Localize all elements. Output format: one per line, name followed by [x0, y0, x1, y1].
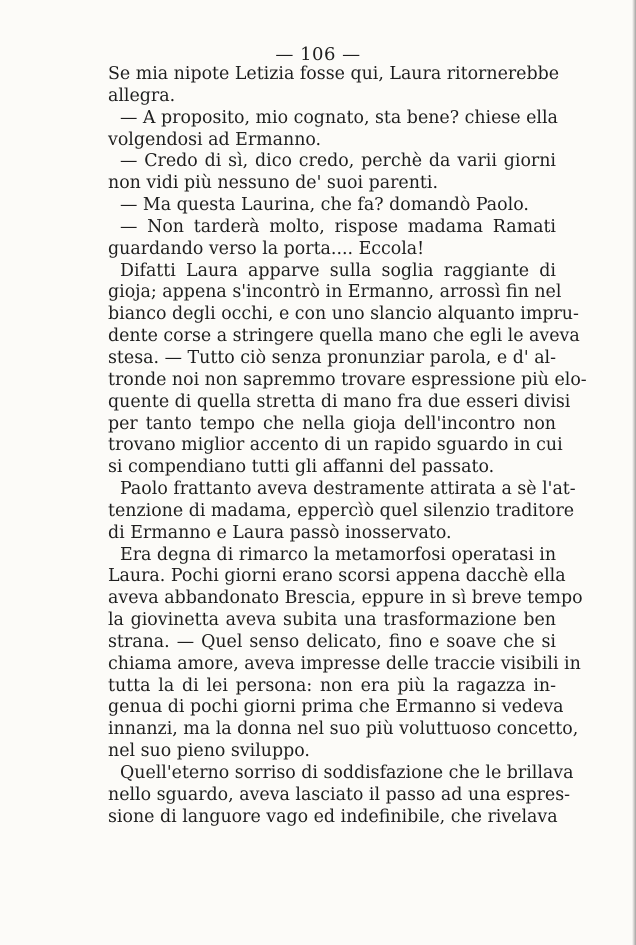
text-line: sione di languore vago ed indefinibile, che rivelava: [108, 806, 558, 827]
text-line: strana. — Quel senso delicato, fino e soave che si: [108, 631, 556, 652]
text-line: stesa. — Tutto ciò senza pronunziar parola, e d' al-: [108, 347, 556, 368]
text-line: Paolo frattanto aveva destramente attirata a sè l'at-: [120, 479, 576, 500]
text-line: si compendiano tutti gli affanni del passato.: [108, 457, 495, 478]
text-line: — A proposito, mio cognato, sta bene? chiese ella: [120, 107, 558, 128]
text-line: nel suo pieno sviluppo.: [108, 741, 310, 762]
text-line: quente di quella stretta di mano fra due esseri divisi: [108, 391, 571, 412]
text-line: di Ermanno e Laura passò inosservato.: [108, 522, 452, 543]
text-line: nello sguardo, aveva lasciato il passo ad una espres-: [108, 784, 571, 805]
text-line: volgendosi ad Ermanno.: [108, 129, 322, 150]
page-number: — 106 —: [275, 44, 361, 65]
text-line: tutta la di lei persona: non era più la ragazza in-: [108, 675, 556, 696]
text-line: — Non tarderà molto, rispose madama Ramati: [120, 216, 556, 237]
text-line: genua di pochi giorni prima che Ermanno si vedeva: [108, 697, 564, 718]
text-line: non vidi più nessuno de' suoi parenti.: [108, 173, 438, 194]
text-line: la giovinetta aveva subita una trasformazione ben: [108, 610, 556, 631]
text-line: aveva abbandonato Brescia, eppure in sì breve tempo: [108, 588, 583, 609]
text-line: trovano miglior accento di un rapido sguardo in cui: [108, 435, 563, 456]
text-line: Laura. Pochi giorni erano scorsi appena dacchè ella: [108, 566, 566, 587]
text-line: tronde noi non sapremmo trovare espressione più elo-: [108, 369, 587, 390]
text-line: Era degna di rimarco la metamorfosi operatasi in: [120, 544, 557, 565]
text-line: allegra.: [108, 85, 176, 106]
text-line: gioja; appena s'incontrò in Ermanno, arrossì fin nel: [108, 282, 562, 303]
text-line: — Credo di sì, dico credo, perchè da varii giorni: [120, 151, 556, 172]
text-line: innanzi, ma la donna nel suo più voluttuoso concetto,: [108, 719, 579, 740]
text-line: dente corse a stringere quella mano che egli le aveva: [108, 326, 580, 347]
text-line: Quell'eterno sorriso di soddisfazione che le brillava: [120, 763, 574, 783]
text-line: Se mia nipote Letizia fosse qui, Laura ritornerebbe: [108, 64, 560, 84]
text-line: tenzione di madama, eppercìò quel silenzio traditore: [108, 500, 575, 521]
text-line: — Ma questa Laurina, che fa? domandò Paolo.: [120, 195, 529, 216]
text-line: per tanto tempo che nella gioja dell'incontro non: [108, 413, 556, 434]
text-line: chiama amore, aveva impresse delle traccie visibili in: [108, 653, 581, 674]
page-edge-shadow: [632, 0, 636, 945]
text-line: Difatti Laura apparve sulla soglia raggiante di: [120, 260, 556, 281]
text-line: bianco degli occhi, e con uno slancio alquanto impru-: [108, 304, 579, 325]
body-text: [108, 64, 587, 829]
text-line: guardando verso la porta.... Eccola!: [108, 238, 425, 259]
